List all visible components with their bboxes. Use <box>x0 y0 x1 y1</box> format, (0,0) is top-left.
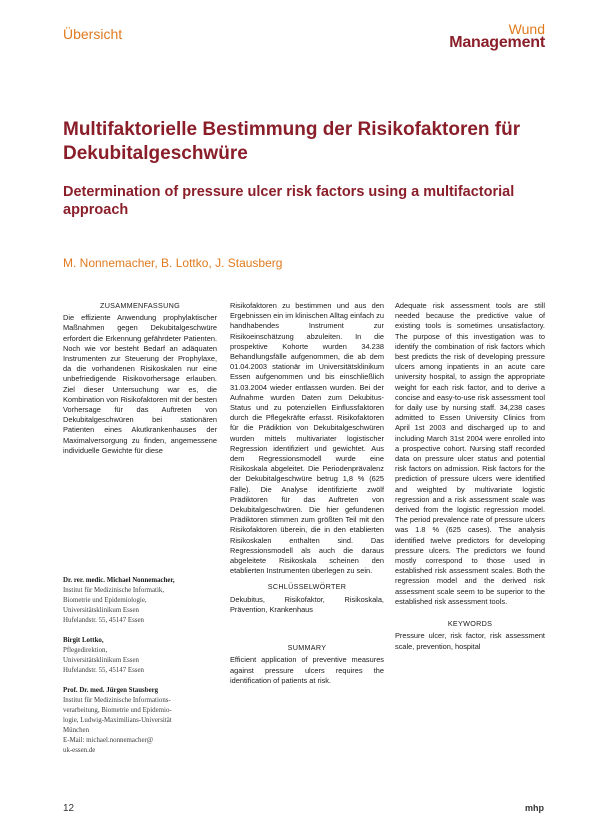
affiliation-line: Universitätsklinikum Essen <box>63 607 139 614</box>
journal-mark: mhp <box>525 803 544 813</box>
affiliation-line: Biometrie und Epidemiologie, <box>63 597 147 604</box>
affiliation-line: Institut für Medizinische Informations- <box>63 697 171 704</box>
affiliation-nonnemacher <box>63 576 217 626</box>
zusammenfassung-text-part2: Risikofaktoren zu bestimmen und aus den Ergebnissen ein im klinischen Alltag einfach zu handhabendes Instrument zur Risikoeinschätzung abzuleiten. In die prospektive Kohorte wurden 34.238 Behandlungsfälle aufgenommen, die ab dem 01.04.2003 stationär im Universitätsklinikum Essen aufgenommen und bis einschließlich 31.03.2004 wieder entlassen wurden. Bei der Aufnahme wurden Daten zum Dekubitus-Status und zu potenziellen Einflussfaktoren durch die Pflegekräfte erfasst. Risikofaktoren für die Prädiktion von Dekubitalgeschwüren wurden mittels multivariater logistischer Regression identifiziert und gewichtet. Aus dem Regressionsmodell wurde eine Risikoskala abgeleitet. Die Periodenprävalenz der Dekubitalgeschwüre betrug 1,8 % (625 Fälle). Die Analyse identifizierte zwölf Prädiktoren für das Auftreten von Dekubitalgeschwüren. Die hier gefundenen Prädiktoren stimmen zum größten Teil mit den Risikofaktoren überein, die in den etablierten Risikoskalen enthalten sind. Das Regressionsmodell als auch die daraus abgeleitete Risikoskala scheinen den etablierten Instrumenten überlegen zu sein. <box>230 301 384 576</box>
affiliation-line: Hufelandstr. 55, 45147 Essen <box>63 617 144 624</box>
logo-line-management: Management <box>449 34 545 51</box>
zusammenfassung-text-part1: Die effiziente Anwendung prophylaktischer Maßnahmen gegen Dekubitalgeschwüre erfordert die Erkennung gefährdeter Patienten. Noch wie vor besteht Bedarf an adäquaten Instrumenten zur Steuerung der Prophylaxe, da die vorhandenen Risikoskalen nur eine unbefriedigende Risikovorhersage erlauben. Ziel dieser Untersuchung war es, die Kombination von Risikofaktoren mit der besten Vorhersage für das Auftreten von Dekubitalgeschwüren bei stationären Patienten eines Akutkrankenhauses der Maximalversorgung zu finden, angemessene individuelle Gewichte für diese <box>63 313 217 455</box>
affiliation-name: Dr. rer. medic. Michael Nonnemacher, <box>63 577 175 584</box>
affiliation-line: Institut für Medizinische Informatik, <box>63 587 165 594</box>
affiliation-name: Prof. Dr. med. Jürgen Stausberg <box>63 687 159 694</box>
schluesselwoerter-text: Dekubitus, Risikofaktor, Risikoskala, Prävention, Krankenhaus <box>230 594 384 614</box>
affiliation-line: verarbeitung, Biometrie und Epidemio- <box>63 707 172 714</box>
article-title-german: Multifaktorielle Bestimmung der Risikofaktoren für Dekubitalgeschwüre <box>63 119 521 164</box>
affiliation-line: Hufelandstr. 55, 45147 Essen <box>63 667 144 674</box>
column-right <box>395 301 545 652</box>
keywords-text: Pressure ulcer, risk factor, risk assessment scale, prevention, hospital <box>395 631 545 651</box>
logo-line-wund: Wund <box>508 21 545 37</box>
summary-heading: SUMMARY <box>287 643 327 653</box>
journal-logo <box>449 22 545 50</box>
schluesselwoerter-heading: SCHLÜSSELWÖRTER <box>267 582 347 592</box>
keywords-heading: KEYWORDS <box>447 619 493 629</box>
column-middle <box>230 301 384 686</box>
affiliation-email[interactable]: E-Mail: michael.nonnemacher@ <box>63 737 154 744</box>
author-list: M. Nonnemacher, B. Lottko, J. Stausberg <box>63 256 283 270</box>
affiliation-line: Universitätsklinikum Essen <box>63 657 139 664</box>
zusammenfassung-heading: ZUSAMMENFASSUNG <box>100 301 180 310</box>
author-affiliations <box>63 576 217 766</box>
affiliation-name: Birgit Lottko, <box>63 637 104 644</box>
summary-text-part2: Adequate risk assessment tools are still needed because the predictive value of existing tools is sometimes unsatisfactory. The purpose of this investigation was to identify the combination of risk factors which best predicts the risk of developing pressure ulcers among inpatients in an acute care university hospital, to assign the appropriate weight for each risk factor, and to derive a concise and easy-to-use risk assessment tool for daily use by nursing staff. 34,238 cases admitted to Essen University Clinics from April 1st 2003 and discharged up to and including March 31st 2004 were enrolled into a prospective cohort. Nursing staff recorded data on pressure ulcer status and potential risk factors on admission. Risk factors for the prediction of pressure ulcers were identified and weighted by multivariate logistic regression and a risk assessment scale was derived from the logistic regression model. The period prevalence rate of pressure ulcers was 1.8 % (625 cases). The analysis identified twelve predictors for developing pressure ulcers. The predictors we found mostly correspond to those used in established risk assessment scales. Both the regression model and the derived risk assessment scale seem to be superior to the established risk assessment tools. <box>395 301 545 606</box>
section-label: Übersicht <box>63 26 123 42</box>
column-left <box>63 301 217 456</box>
affiliation-line: logie, Ludwig-Maximilians-Universität <box>63 717 172 724</box>
article-title-english: Determination of pressure ulcer risk factors using a multifactorial approach <box>63 184 515 218</box>
page-number: 12 <box>63 803 75 814</box>
affiliation-line: München <box>63 727 90 734</box>
summary-text-part1: Efficient application of preventive measures against pressure ulcers requires the identification of patients at risk. <box>230 655 384 685</box>
affiliation-email[interactable]: uk-essen.de <box>63 747 96 754</box>
affiliation-stausberg <box>63 686 217 756</box>
affiliation-lottko <box>63 636 217 676</box>
affiliation-line: Pflegedirektion, <box>63 647 108 654</box>
